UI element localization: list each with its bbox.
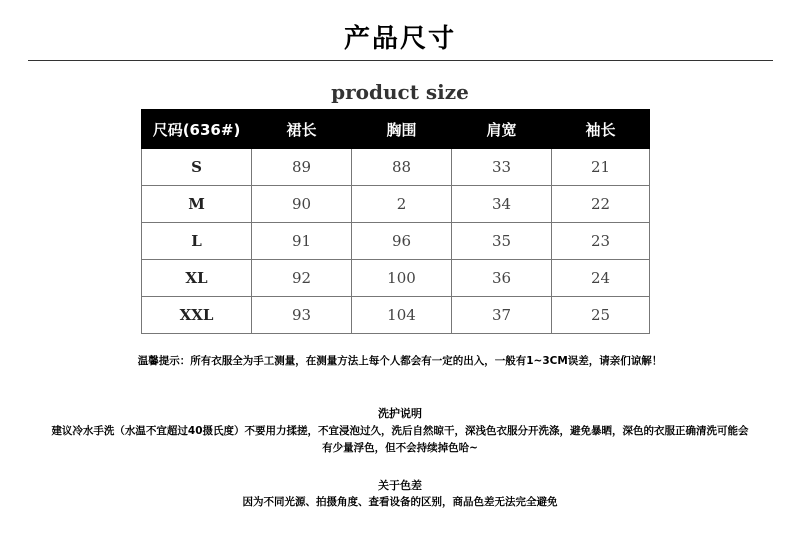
table-row xyxy=(142,297,650,334)
header-length: 裙长 xyxy=(252,110,352,149)
measurement-tip: 温馨提示：所有衣服全为手工测量，在测量方法上每个人都会有一定的出入，一般有1~3CM误差，请亲们谅解！ xyxy=(137,355,663,367)
sleeve-cell: 22 xyxy=(552,186,650,223)
size-table xyxy=(141,109,650,334)
sleeve-cell: 21 xyxy=(552,149,650,186)
size-cell: XL xyxy=(142,260,252,297)
table-header-row xyxy=(142,110,650,149)
length-cell: 93 xyxy=(252,297,352,334)
shoulder-cell: 35 xyxy=(452,223,552,260)
sleeve-cell: 24 xyxy=(552,260,650,297)
sleeve-cell: 25 xyxy=(552,297,650,334)
bust-cell: 104 xyxy=(352,297,452,334)
wash-heading: 洗护说明 xyxy=(378,407,422,420)
length-cell: 90 xyxy=(252,186,352,223)
size-cell: L xyxy=(142,223,252,260)
shoulder-cell: 37 xyxy=(452,297,552,334)
wash-line-1: 建议冷水手洗（水温不宜超过40摄氏度）不要用力揉搓，不宜浸泡过久，洗后自然晾干，深浅色衣服分开洗涤，避免暴晒，深色的衣服正确清洗可能会 xyxy=(51,425,749,437)
color-heading: 关于色差 xyxy=(378,479,422,492)
header-shoulder: 肩宽 xyxy=(452,110,552,149)
length-cell: 91 xyxy=(252,223,352,260)
wash-instructions xyxy=(0,423,800,457)
length-cell: 92 xyxy=(252,260,352,297)
table-row xyxy=(142,260,650,297)
size-cell: XXL xyxy=(142,297,252,334)
table-row xyxy=(142,223,650,260)
table-row xyxy=(142,149,650,186)
bust-cell: 2 xyxy=(352,186,452,223)
shoulder-cell: 36 xyxy=(452,260,552,297)
sleeve-cell: 23 xyxy=(552,223,650,260)
title-divider xyxy=(28,60,773,61)
bust-cell: 100 xyxy=(352,260,452,297)
shoulder-cell: 34 xyxy=(452,186,552,223)
header-sleeve: 袖长 xyxy=(552,110,650,149)
table-row xyxy=(142,186,650,223)
color-note: 因为不同光源、拍摄角度、查看设备的区别，商品色差无法完全避免 xyxy=(242,496,558,508)
size-cell: M xyxy=(142,186,252,223)
header-bust: 胸围 xyxy=(352,110,452,149)
bust-cell: 96 xyxy=(352,223,452,260)
page-title: 产品尺寸 xyxy=(343,24,456,54)
subtitle: product size xyxy=(331,80,469,104)
shoulder-cell: 33 xyxy=(452,149,552,186)
wash-line-2: 有少量浮色，但不会持续掉色哈~ xyxy=(322,442,478,454)
header-size: 尺码(636#) xyxy=(142,110,252,149)
size-cell: S xyxy=(142,149,252,186)
bust-cell: 88 xyxy=(352,149,452,186)
length-cell: 89 xyxy=(252,149,352,186)
